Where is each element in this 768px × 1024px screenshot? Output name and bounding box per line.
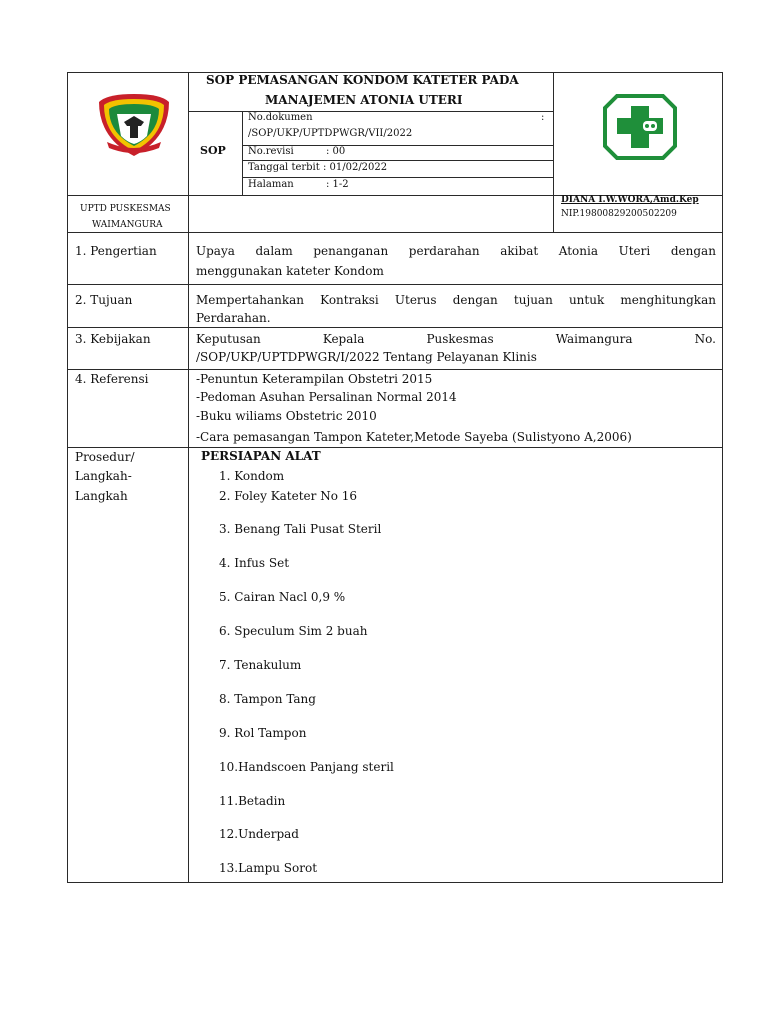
kebijakan-bottom-line bbox=[67, 369, 723, 370]
pengertian-line2: menggunakan kateter Kondom bbox=[196, 264, 384, 278]
pengertian-bottom-line bbox=[67, 284, 723, 285]
referensi-label: 4. Referensi bbox=[75, 372, 149, 386]
equipment-item: 13.Lampu Sorot bbox=[219, 861, 318, 875]
pengertian-word: Upaya bbox=[196, 244, 235, 258]
equipment-item: 1. Kondom bbox=[219, 469, 285, 483]
pengertian-label: 1. Pengertian bbox=[75, 244, 157, 258]
tujuan-line1 bbox=[196, 294, 716, 306]
doc-number-label: No.dokumen bbox=[248, 112, 313, 123]
equipment-item: 6. Speculum Sim 2 buah bbox=[219, 624, 368, 638]
tujuan-word: Kontraksi bbox=[320, 293, 379, 307]
kebijakan-word: Kepala bbox=[322, 332, 365, 346]
page-label: Halaman bbox=[248, 179, 294, 190]
equipment-item: 11.Betadin bbox=[219, 794, 286, 808]
issue-date: Tanggal terbit : 01/02/2022 bbox=[248, 162, 388, 173]
referensi-item: -Pedoman Asuhan Persalinan Normal 2014 bbox=[196, 390, 457, 404]
revision-bottom-line bbox=[242, 160, 554, 161]
referensi-item: -Penuntun Keterampilan Obstetri 2015 bbox=[196, 372, 433, 386]
persiapan-alat-heading: PERSIAPAN ALAT bbox=[201, 449, 321, 463]
kebijakan-word: No. bbox=[694, 332, 716, 346]
column-divider-left bbox=[188, 72, 189, 883]
kebijakan-word: Keputusan bbox=[196, 332, 261, 346]
pengertian-word: perdarahan bbox=[408, 244, 480, 258]
page-value: : 1-2 bbox=[326, 179, 349, 190]
table-border-bottom bbox=[67, 882, 723, 883]
tujuan-word: Mempertahankan bbox=[196, 293, 305, 307]
revision-label: No.revisi bbox=[248, 146, 294, 157]
doc-number-colon: : bbox=[541, 112, 545, 123]
equipment-item: 7. Tenakulum bbox=[219, 658, 302, 672]
equipment-item: 4. Infus Set bbox=[219, 556, 290, 570]
sop-label-divider bbox=[242, 111, 243, 195]
equipment-item: 8. Tampon Tang bbox=[219, 692, 316, 706]
equipment-item: 5. Cairan Nacl 0,9 % bbox=[219, 590, 346, 604]
regional-crest-logo bbox=[97, 92, 171, 158]
tujuan-word: untuk bbox=[568, 293, 605, 307]
pengertian-word: dengan bbox=[670, 244, 716, 258]
header-bottom-line bbox=[67, 232, 723, 233]
tujuan-word: dengan bbox=[452, 293, 498, 307]
issue-date-bottom-line bbox=[242, 177, 554, 178]
health-cross-logo bbox=[603, 94, 677, 160]
table-border-left bbox=[67, 72, 68, 883]
referensi-item: -Buku wiliams Obstetric 2010 bbox=[196, 409, 377, 423]
org-name-line2: WAIMANGURA bbox=[92, 220, 163, 230]
tujuan-word: menghitungkan bbox=[620, 293, 716, 307]
tujuan-word: Uterus bbox=[394, 293, 437, 307]
revision-value: : 00 bbox=[326, 146, 346, 157]
kebijakan-label: 3. Kebijakan bbox=[75, 332, 151, 346]
column-divider-right bbox=[553, 72, 554, 232]
tujuan-label: 2. Tujuan bbox=[75, 293, 133, 307]
referensi-item: -Cara pemasangan Tampon Kateter,Metode Sayeba (Sulistyono A,2006) bbox=[196, 430, 632, 444]
document-title-line1: SOP PEMASANGAN KONDOM KATETER PADA bbox=[206, 73, 519, 87]
kebijakan-word: Waimangura bbox=[555, 332, 633, 346]
document-title-line2: MANAJEMEN ATONIA UTERI bbox=[265, 93, 463, 107]
prosedur-label-line3: Langkah bbox=[75, 489, 128, 503]
pengertian-word: penanganan bbox=[313, 244, 389, 258]
pengertian-word: Atonia bbox=[558, 244, 599, 258]
prosedur-label-line2: Langkah- bbox=[75, 469, 132, 483]
title-bottom-line bbox=[188, 111, 554, 112]
pengertian-line1 bbox=[196, 245, 716, 257]
table-border-right bbox=[722, 72, 723, 883]
pengertian-word: dalam bbox=[255, 244, 293, 258]
prosedur-label-line1: Prosedur/ bbox=[75, 450, 135, 464]
tujuan-line2: Perdarahan. bbox=[196, 311, 271, 325]
tujuan-word: tujuan bbox=[513, 293, 553, 307]
kebijakan-word: Puskesmas bbox=[426, 332, 494, 346]
pengertian-word: akibat bbox=[500, 244, 539, 258]
doc-number-value: /SOP/UKP/UPTDPWGR/VII/2022 bbox=[248, 128, 413, 139]
org-name-line1: UPTD PUSKESMAS bbox=[80, 204, 171, 214]
equipment-item: 12.Underpad bbox=[219, 827, 299, 841]
referensi-bottom-line bbox=[67, 447, 723, 448]
equipment-item: 10.Handscoen Panjang steril bbox=[219, 760, 394, 774]
signer-nip: NIP.19800829200502209 bbox=[561, 209, 677, 219]
equipment-item: 3. Benang Tali Pusat Steril bbox=[219, 522, 382, 536]
kebijakan-line1 bbox=[196, 333, 716, 345]
equipment-item: 2. Foley Kateter No 16 bbox=[219, 489, 358, 503]
equipment-item: 9. Rol Tampon bbox=[219, 726, 307, 740]
kebijakan-line2: /SOP/UKP/UPTDPWGR/I/2022 Tentang Pelayanan Klinis bbox=[196, 350, 537, 364]
pengertian-word: Uteri bbox=[618, 244, 651, 258]
sop-label: SOP bbox=[200, 144, 226, 157]
signer-name: DIANA I.W.WORA,Amd.Kep bbox=[561, 195, 699, 205]
tujuan-bottom-line bbox=[67, 327, 723, 328]
